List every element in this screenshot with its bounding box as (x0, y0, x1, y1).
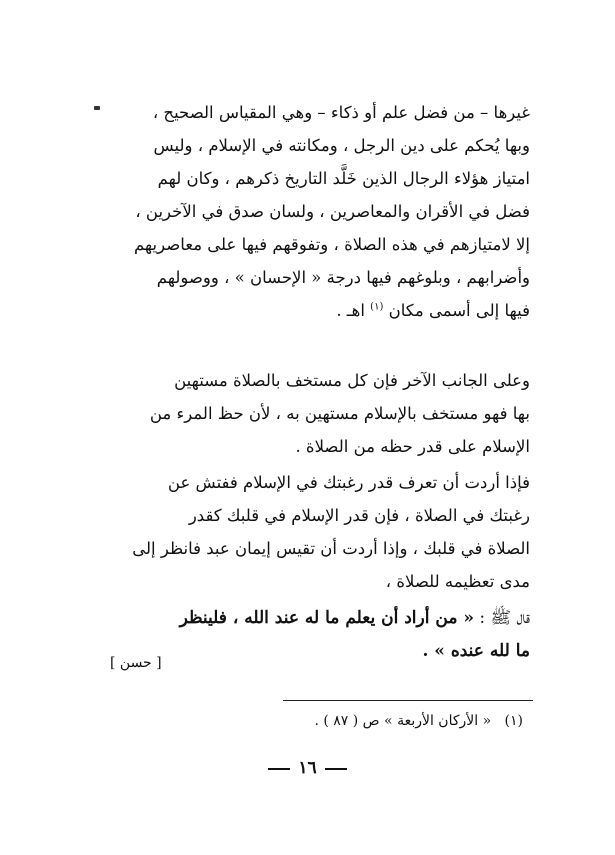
paragraph-line: فإذا أردت أن تعرف قدر رغبتك في الإسلام ففتش عن (167, 473, 530, 492)
paragraph-line: رغبتك في الصلاة ، فإن قدر الإسلام في قلبك كقدر (188, 506, 530, 525)
footnote-text: « الأركان الأربعة » ص ( ٨٧ ) . (314, 713, 492, 729)
page-number-dash (325, 768, 347, 770)
hadith-intro: قال ﷺ : (473, 608, 530, 628)
paragraph-line: غيرها – من فضل علم أو ذكاء – وهي المقياس الصحيح ، (152, 103, 530, 122)
hadith-block (100, 602, 530, 668)
footnote-divider (283, 700, 533, 701)
paragraph-line: وعلى الجانب الآخر فإن كل مستخف بالصلاة مستهين (174, 371, 530, 390)
paragraph-last-line (100, 294, 530, 327)
paragraph-line: الإسلام على قدر حظه من الصلاة . (295, 437, 530, 456)
page-number-text: ١٦ (298, 758, 317, 778)
page-number-dash (268, 768, 290, 770)
paragraph-line: مدى تعظيمه للصلاة ، (385, 572, 530, 591)
hadith-line-2: ما لله عنده » . (422, 641, 530, 661)
footnote-number: (١) (504, 713, 523, 729)
paragraph-line-text: فيها إلى أسمى مكان (383, 301, 530, 320)
paragraph-line: إلا لامتيازهم في هذه الصلاة ، وتفوقهم فيها على معاصريهم (133, 235, 530, 254)
paragraph-line: امتياز هؤلاء الرجال الذين خَلَّد التاريخ ذكرهم ، وكان لهم (157, 169, 530, 188)
paragraph-line-tail: اهـ . (336, 301, 371, 320)
paragraph-line: فضل في الأقران والمعاصرين ، ولسان صدق في الآخرين ، (135, 202, 530, 221)
paragraph-line: وأضرابهم ، وبلوغهم فيها درجة « الإحسان » ، ووصولهم (156, 268, 530, 287)
hadith-text: « من أراد أن يعلم ما له عند الله ، فلينظر (179, 608, 474, 628)
paragraph-line: بها فهو مستخف بالإسلام مستهين به ، لأن حظ المرء من (149, 404, 530, 423)
page-number (0, 758, 615, 778)
footnote (314, 713, 523, 729)
paragraph-2 (100, 364, 530, 463)
paragraph-3 (100, 466, 530, 598)
hadith-line-1 (100, 602, 530, 635)
footnote-reference[interactable]: (١) (370, 301, 384, 313)
hadith-grade: [ حسن ] (110, 655, 162, 671)
paragraph-line: الصلاة في قلبك ، وإذا أردت أن تقيس إيمان عبد فانظر إلى (132, 539, 530, 558)
paragraph-line: وبها يُحكم على دين الرجل ، ومكانته في الإسلام ، وليس (153, 136, 530, 155)
paragraph-1 (100, 96, 530, 327)
